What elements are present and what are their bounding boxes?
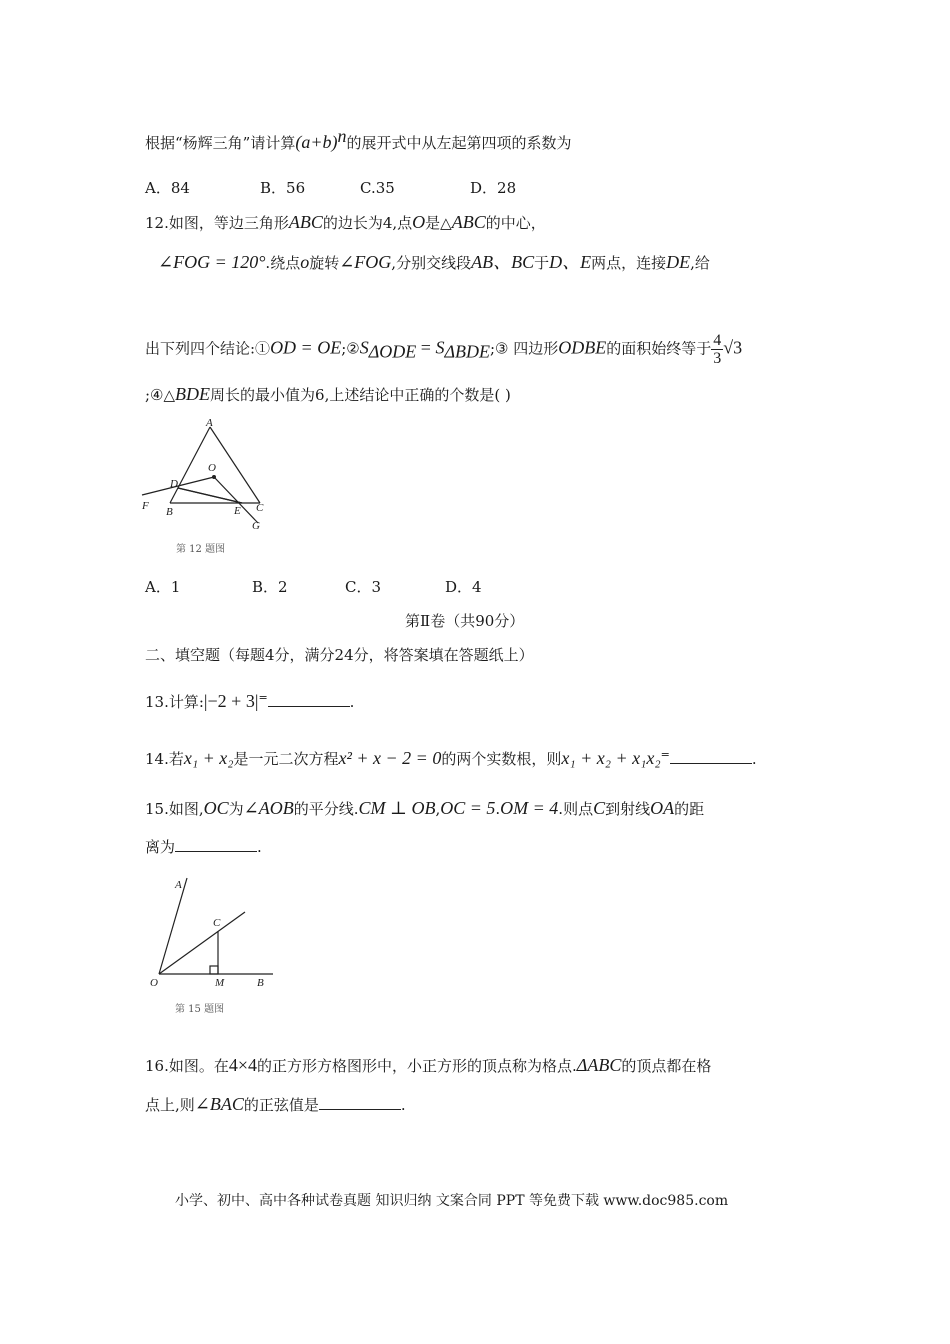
q15-line1: 15.如图,OC为∠AOB的平分线.CM ⊥ OB,OC = 5.OM = 4.则点C到射线OA的距 (145, 798, 705, 818)
binomial-exponent: n (337, 126, 347, 146)
answer-blank (175, 837, 257, 852)
label-a: A (206, 417, 213, 429)
q12-line3: 出下列四个结论:①OD = $OE;②S_{\Delta ODE}$ = $S_{\Delta BDE};③$ 四边形ODBE的面积始终等于 $\frac{4}{3}$ √3 (145, 332, 743, 367)
q12-line2: ∠FOG = 120°.绕点o旋转∠FOG,分别交线段AB、BC于D、E两点，连接DE,给 (158, 252, 710, 272)
label-o: O (208, 462, 216, 474)
answer-blank (268, 692, 350, 707)
q12-option-b: B．2 (252, 578, 288, 596)
q11-stem: 根据“杨辉三角”请计算$(a+b)^n$的展开式中从左起第四项的系数为 (145, 126, 572, 152)
q11-option-a: A．84 (145, 179, 190, 197)
label-c: C (213, 917, 221, 929)
ray-oa (159, 878, 187, 974)
q12-line1: 12.如图，等边三角形ABC的边长为4,点O是△ABC的中心， (145, 212, 546, 232)
q16-line1: 16.如图。在4×4的正方形方格图形中，小正方形的顶点称为格点.ΔABC的顶点都在格 (145, 1055, 712, 1075)
label-a: A (175, 879, 182, 891)
ray-oc (159, 912, 245, 974)
q11-option-d: D．28 (470, 179, 517, 197)
answer-blank (670, 749, 752, 764)
q11-option-b: B．56 (260, 179, 306, 197)
abs-expression: |−2 + 3| (203, 691, 259, 711)
right-angle-mark (210, 966, 218, 974)
center-point (212, 475, 216, 479)
fraction-four-thirds: $\frac{4}{3}$ (713, 332, 722, 367)
edge-ab (170, 427, 210, 503)
q12-caption: 第 12 题图 (176, 544, 226, 555)
part-two-heading: 二、填空题（每题4分，满分24分，将答案填在答题纸上） (145, 646, 534, 664)
q12-line4: ;④△BDE周长的最小值为6,上述结论中正确的个数是( ) (145, 384, 511, 404)
q15-figure (145, 870, 280, 995)
label-m: M (215, 977, 225, 989)
q16-line2: 点上,则∠BAC的正弦值是 . (145, 1094, 406, 1114)
answer-blank (319, 1095, 401, 1110)
q12-option-a: A．1 (145, 578, 181, 596)
q12-option-d: D．4 (445, 578, 482, 596)
label-g: G (252, 520, 260, 532)
label-b: B (257, 977, 264, 989)
q14: 14.若x₁ + x₂是一元二次方程x² + x − 2 = 0的两个实数根，则x₁ + x₂ + x₁x₂= . (145, 748, 757, 768)
label-c: C (256, 502, 264, 514)
q12-option-c: C．3 (345, 578, 382, 596)
q13: 13.计算:|−2 + 3|= . (145, 691, 355, 711)
q15-line2: 离为 . (145, 838, 262, 856)
q11-option-c: C.35 (360, 179, 395, 197)
sqrt-three: √3 (723, 337, 743, 358)
q15-caption: 第 15 题图 (175, 1004, 225, 1015)
label-f: F (142, 500, 149, 512)
label-e: E (234, 505, 241, 517)
volume-title: 第Ⅱ卷（共90分） (405, 612, 525, 630)
edge-ac (210, 427, 260, 503)
footer-text: 小学、初中、高中各种试卷真题 知识归纳 文案合同 PPT 等免费下载 www.doc985.com (175, 1193, 729, 1209)
ray-of (142, 477, 214, 495)
binomial-expression: (a+b) (295, 132, 338, 152)
q12-figure (138, 415, 278, 540)
label-o: O (150, 977, 158, 989)
label-d: D (170, 478, 178, 490)
label-b: B (166, 506, 173, 518)
